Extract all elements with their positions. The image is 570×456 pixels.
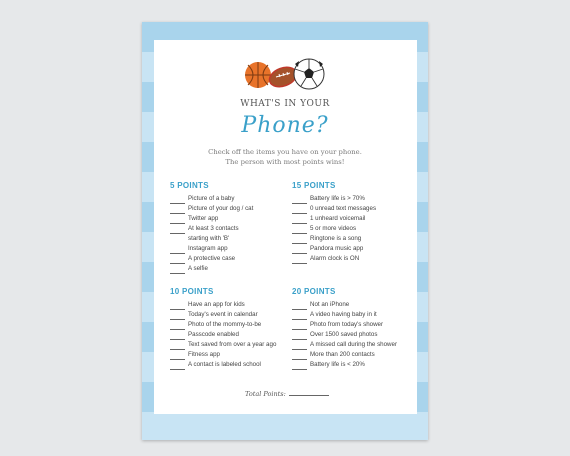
checklist-item-label: Have an app for kids [188, 301, 245, 308]
checkoff-blank[interactable] [170, 207, 185, 214]
total-points-blank[interactable] [289, 389, 329, 396]
checklist-item-label: Alarm clock is ON [310, 255, 360, 262]
title-top: WHAT'S IN YOUR [240, 99, 330, 109]
checklist-item-label: A missed call during the shower [310, 341, 398, 348]
checklist-item [292, 214, 376, 224]
checklist-item-label: Twitter app [188, 215, 219, 222]
checklist-item-label: A video having baby in it [310, 311, 377, 318]
checkoff-blank[interactable] [292, 363, 307, 370]
checkoff-blank[interactable] [292, 207, 307, 214]
checklist-item [170, 214, 253, 224]
checkoff-blank[interactable] [292, 343, 307, 350]
checklist-item-label: Picture of a baby [188, 195, 235, 202]
checkoff-blank[interactable] [170, 227, 185, 234]
checkoff-blank[interactable] [170, 333, 185, 340]
checkoff-blank[interactable] [292, 333, 307, 340]
section-title: 10 POINTS [170, 287, 214, 296]
checklist-item-label: Photo from today's shower [310, 321, 384, 328]
checkoff-blank[interactable] [170, 217, 185, 224]
basketball-icon [245, 62, 271, 88]
total-points [245, 389, 329, 398]
checklist-item [292, 330, 397, 340]
checklist-item [292, 234, 376, 244]
checkoff-blank[interactable] [292, 217, 307, 224]
checklist-item [170, 300, 276, 310]
checklist-item [170, 264, 253, 274]
checkoff-blank[interactable] [292, 197, 307, 204]
instructions [0, 147, 570, 167]
sports-balls-illustration [243, 55, 328, 95]
checkoff-blank[interactable] [292, 313, 307, 320]
instructions-line-2: The person with most points wins! [225, 158, 345, 166]
section-title: 20 POINTS [292, 287, 336, 296]
section-20-points [292, 287, 397, 370]
checkoff-blank[interactable] [292, 237, 307, 244]
instructions-line-1: Check off the items you have on your phone. [208, 148, 362, 156]
checklist-item-label: Battery life is > 70% [310, 195, 365, 202]
checklist-item-label: Text saved from over a year ago [188, 341, 277, 348]
checklist-item-label: Battery life is < 20% [310, 361, 365, 368]
checklist-item [292, 360, 397, 370]
checklist-item-continuation [170, 234, 253, 244]
checklist-item-label: Over 1500 saved photos [310, 331, 378, 338]
checkoff-blank[interactable] [170, 343, 185, 350]
checklist-item [170, 340, 276, 350]
total-points-label: Total Points: [245, 390, 286, 398]
checklist-item-label: A contact is labeled school [188, 361, 261, 368]
checklist-item [170, 310, 276, 320]
checkoff-blank[interactable] [170, 323, 185, 330]
checkoff-blank[interactable] [170, 303, 185, 310]
checklist-item [170, 254, 253, 264]
checklist-item-label: Passcode enabled [188, 331, 239, 338]
checkoff-blank[interactable] [292, 257, 307, 264]
checklist-item [170, 320, 276, 330]
checklist-item [292, 254, 376, 264]
section-5-points [170, 181, 253, 274]
checklist-item-label: starting with 'B' [188, 235, 230, 242]
checklist-item [170, 350, 276, 360]
checklist-item-label: 0 unread text messages [310, 205, 377, 212]
checklist-item-label: Fitness app [188, 351, 220, 358]
checklist-item [292, 300, 397, 310]
checklist-item [170, 224, 253, 234]
checklist-item-label: Ringtone is a song [310, 235, 362, 242]
checkoff-blank[interactable] [170, 313, 185, 320]
checkoff-blank[interactable] [170, 363, 185, 370]
checklist-item [170, 244, 253, 254]
checklist-item-label: Picture of your dog / cat [188, 205, 254, 212]
checkoff-blank[interactable] [170, 353, 185, 360]
checklist-item-label: 1 unheard voicemail [310, 215, 366, 222]
checklist-item-label: Not an iPhone [310, 301, 350, 308]
checklist-item [292, 340, 397, 350]
checklist-item-label: More than 200 contacts [310, 351, 375, 358]
checklist-item-label: Pandora music app [310, 245, 364, 252]
checklist-item-label: At least 3 contacts [188, 225, 239, 232]
section-15-points [292, 181, 376, 264]
checklist-item-label: A protective case [188, 255, 236, 262]
checklist-item [292, 320, 397, 330]
checklist-item [292, 204, 376, 214]
checkoff-blank[interactable] [170, 257, 185, 264]
checkoff-blank[interactable] [292, 247, 307, 254]
checklist-item-label: Photo of the mommy-to-be [188, 321, 262, 328]
checklist-item-label: 5 or more videos [310, 225, 357, 232]
checklist-item [292, 350, 397, 360]
section-title: 15 POINTS [292, 181, 336, 190]
checkoff-blank[interactable] [292, 303, 307, 310]
soccer-ball-icon [294, 59, 324, 89]
checklist-item [170, 194, 253, 204]
checklist-item [170, 204, 253, 214]
checkoff-blank[interactable] [170, 267, 185, 274]
checkoff-blank[interactable] [292, 227, 307, 234]
checkoff-blank[interactable] [170, 247, 185, 254]
checkoff-blank[interactable] [292, 323, 307, 330]
checklist-item [292, 224, 376, 234]
checkoff-blank[interactable] [292, 353, 307, 360]
checklist-item [292, 244, 376, 254]
checklist-item-label: A selfie [188, 265, 208, 272]
checklist-item-label: Today's event in calendar [188, 311, 258, 318]
section-10-points [170, 287, 276, 370]
checklist-item [292, 194, 376, 204]
page-title: Phone? [241, 113, 329, 138]
checklist-item [170, 360, 276, 370]
section-title: 5 POINTS [170, 181, 209, 190]
checklist-item [170, 330, 276, 340]
checklist-item [292, 310, 397, 320]
checkoff-blank[interactable] [170, 197, 185, 204]
checklist-item-label: Instagram app [188, 245, 228, 252]
